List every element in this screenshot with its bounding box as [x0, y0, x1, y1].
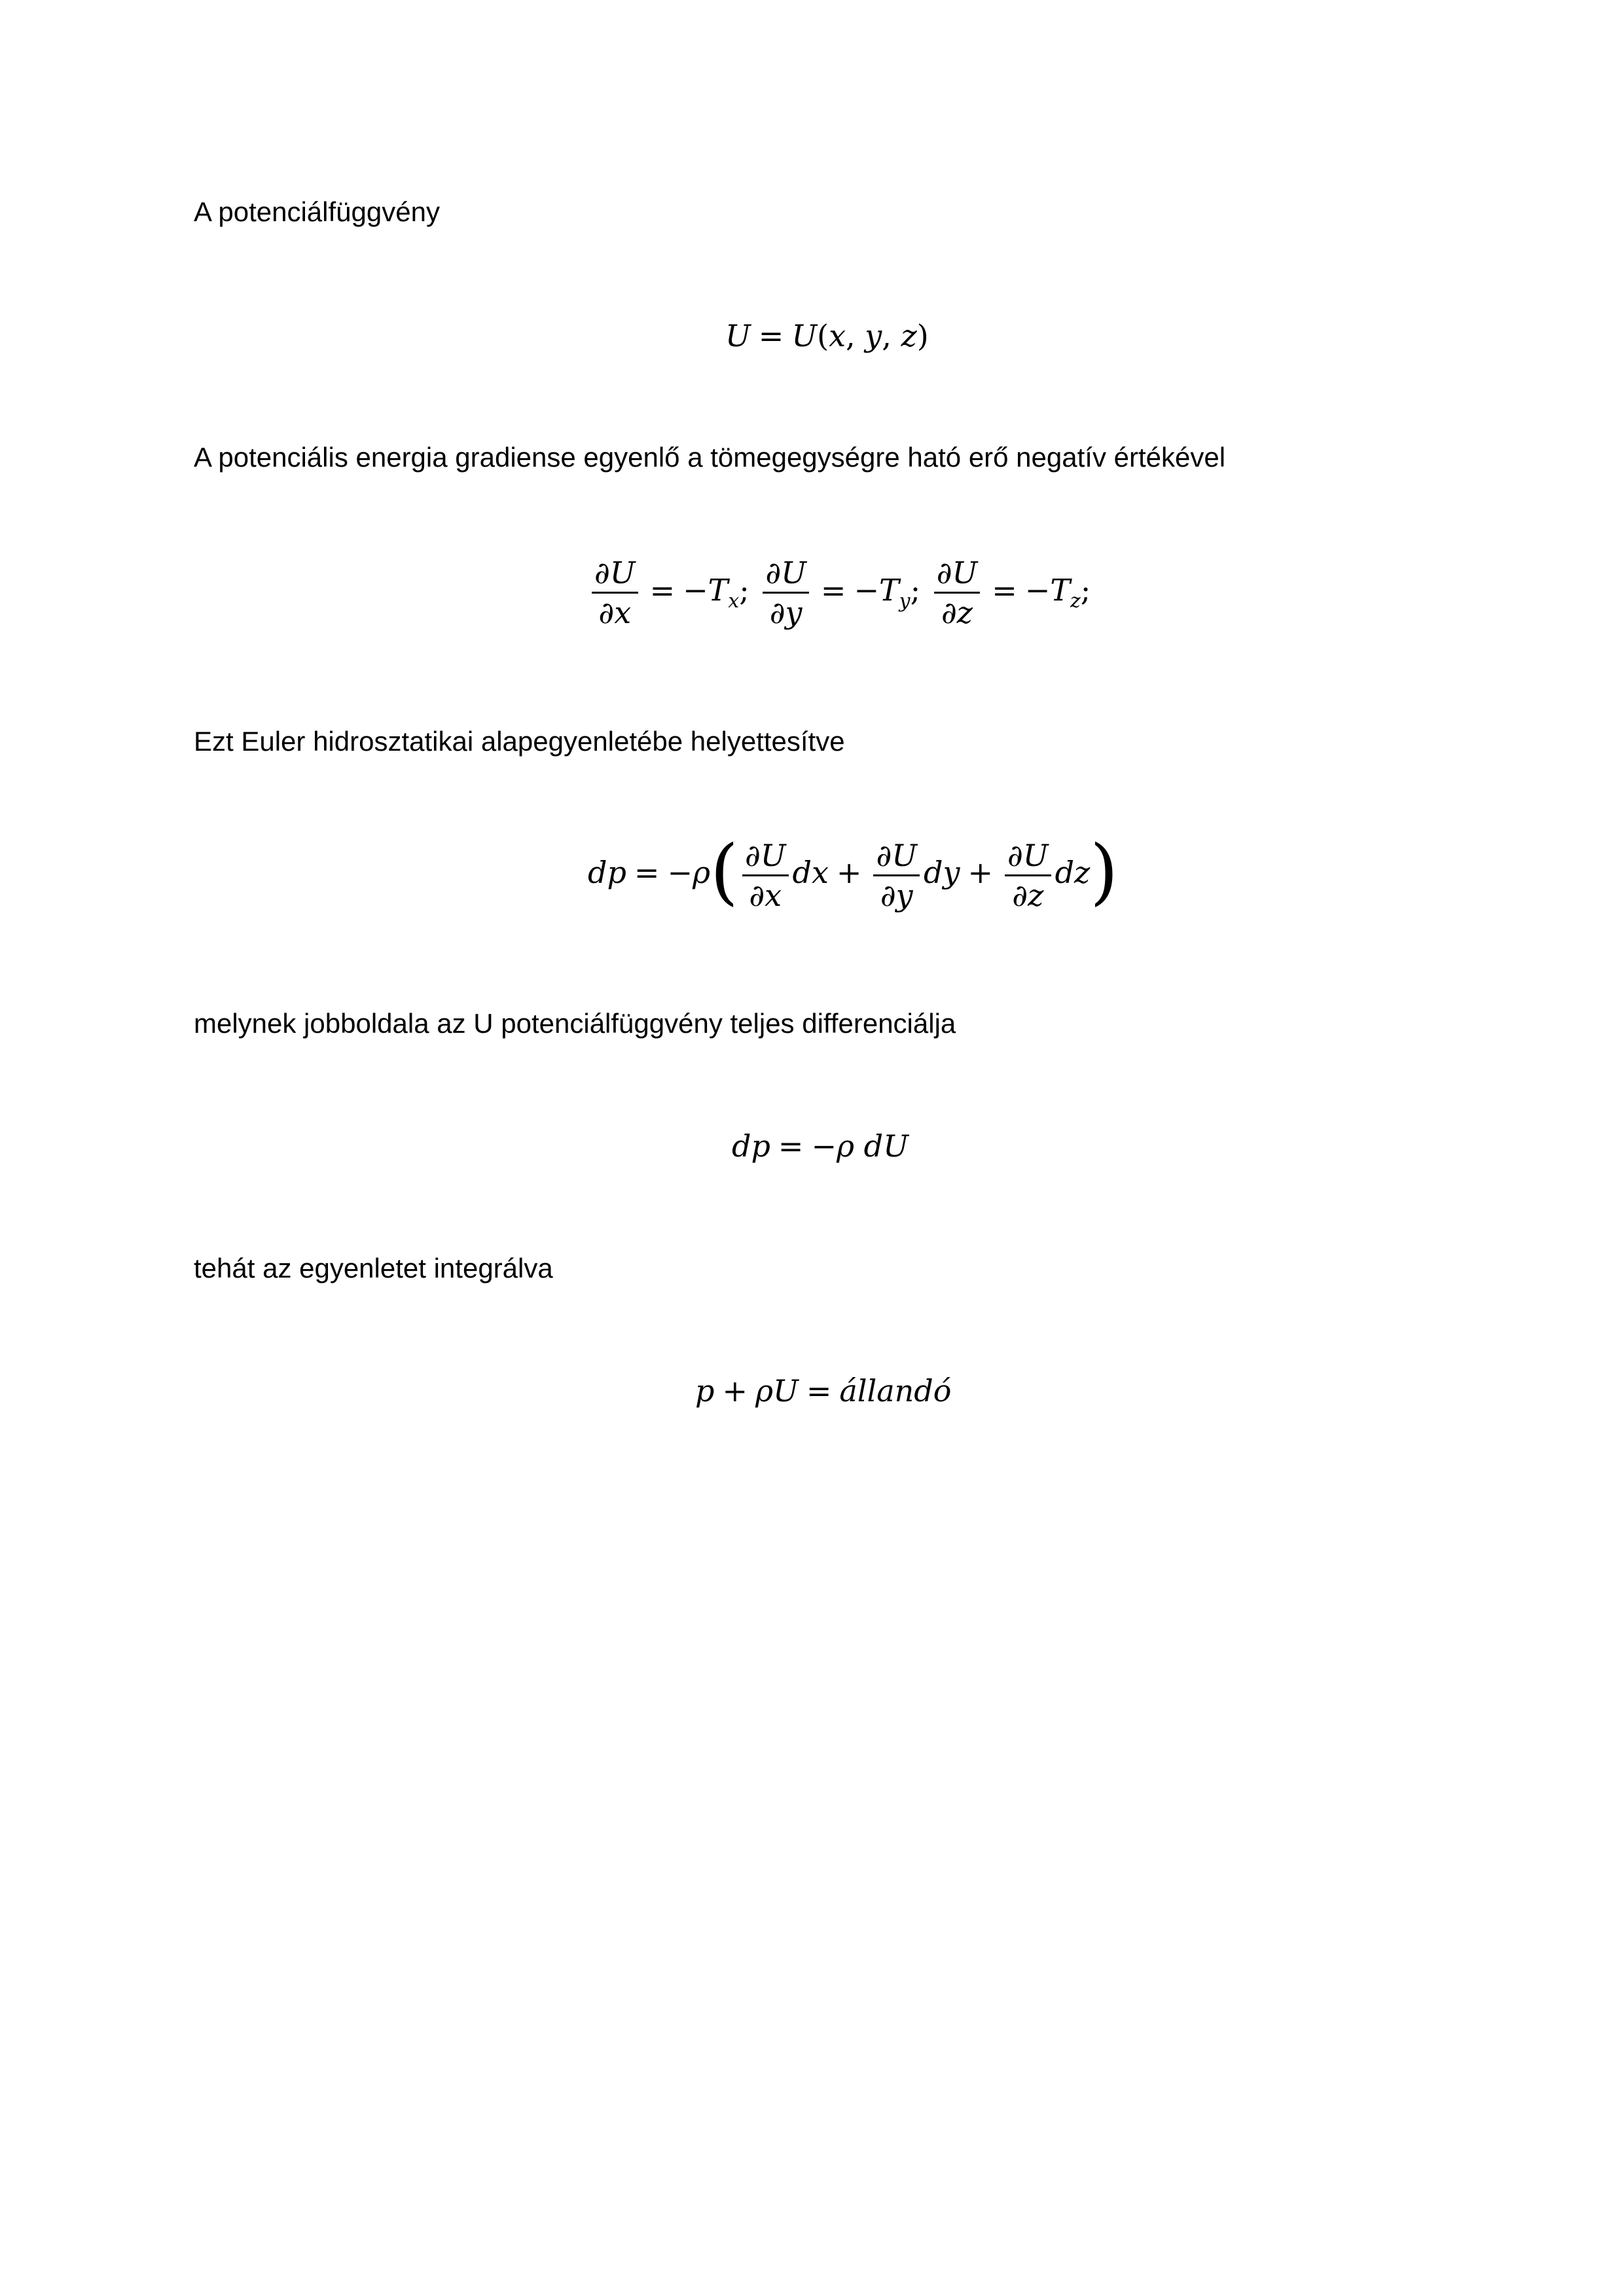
- paragraph-total-differential: melynek jobboldala az U potenciálfüggvény teljes differenciálja: [194, 1008, 956, 1039]
- equation-euler-substituted: dp = −ρ( $\frac{\partial U}{\partial x}$ dx + $\frac{\partial U}{\partial y}$ dy + $\frac{\partial U}{\partial z}$ dz): [588, 829, 1119, 913]
- equation-integrated: p + ρU = állandó: [695, 1373, 952, 1408]
- equation-potential-function: U = U(x, y, z): [725, 318, 929, 353]
- paragraph-integration: tehát az egyenletet integrálva: [194, 1253, 553, 1283]
- fraction-dU-dy-2: $\frac{\partial U}{\partial y}$: [873, 840, 920, 910]
- fraction-dU-dz: $\frac{\partial U}{\partial z}$: [934, 558, 981, 628]
- fraction-dU-dy: $\frac{\partial U}{\partial y}$: [763, 558, 809, 628]
- paragraph-euler: Ezt Euler hidrosztatikai alapegyenletébe helyettesítve: [194, 726, 845, 757]
- paragraph-gradient: A potenciális energia gradiense egyenlő a tömegegységre ható erő negatív értékével: [194, 442, 1226, 473]
- fraction-dU-dx: $\frac{\partial U}{\partial x}$: [592, 558, 638, 628]
- fraction-dU-dz-2: $\frac{\partial U}{\partial z}$: [1005, 840, 1051, 910]
- fraction-dU-dx-2: $\frac{\partial U}{\partial x}$: [742, 840, 789, 910]
- paragraph-potential-function: A potenciálfüggvény: [194, 196, 440, 227]
- equation-dp-dU: dp = −ρ dU: [732, 1128, 909, 1164]
- equation-gradient-components: $\frac{\partial U}{\partial x}$ = $-T_x$; $\frac{\partial U}{\partial y}$ = $-T_y$; $\frac{\partial U}{\partial z}$ = $-T_z$;: [588, 558, 1091, 628]
